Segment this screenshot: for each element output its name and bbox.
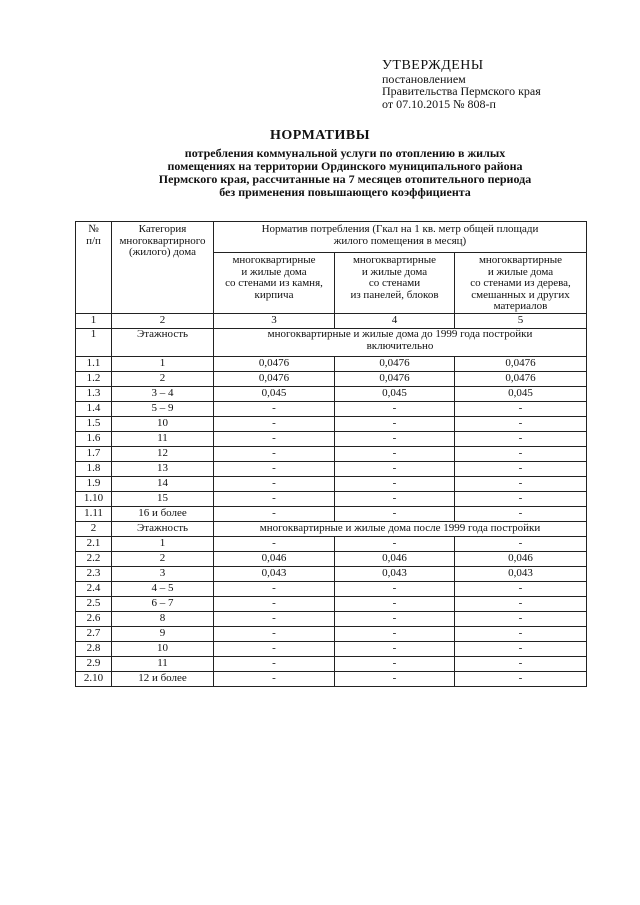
row-value-panel: - [335, 627, 455, 642]
row-number: 2.3 [76, 567, 112, 582]
row-floors: 15 [112, 492, 214, 507]
row-floors: 16 и более [112, 507, 214, 522]
row-number: 1.3 [76, 387, 112, 402]
table-row [76, 462, 587, 477]
row-value-panel: - [335, 447, 455, 462]
row-value-panel: 0,046 [335, 552, 455, 567]
table-row [76, 507, 587, 522]
row-value-wood: 0,046 [455, 552, 587, 567]
section-label: многоквартирные и жилые дома после 1999 года постройки [214, 522, 587, 537]
row-value-wood: 0,045 [455, 387, 587, 402]
row-number: 1.7 [76, 447, 112, 462]
row-floors: 2 [112, 372, 214, 387]
row-value-panel: - [335, 597, 455, 612]
row-number: 2.9 [76, 657, 112, 672]
row-value-wood: - [455, 402, 587, 417]
row-value-panel: - [335, 417, 455, 432]
row-value-stone: - [214, 582, 335, 597]
table-row [76, 477, 587, 492]
row-floors: 1 [112, 357, 214, 372]
row-value-stone: - [214, 492, 335, 507]
row-value-wood: - [455, 582, 587, 597]
approval-date: от 07.10.2015 № 808-п [382, 96, 496, 111]
row-value-panel: - [335, 582, 455, 597]
section-row-2 [76, 522, 587, 537]
row-number: 1.10 [76, 492, 112, 507]
header-wood-walls: многоквартирные и жилые дома со стенами из дерева, смешанных и других материалов [455, 253, 587, 314]
row-value-stone: - [214, 597, 335, 612]
row-floors: 13 [112, 462, 214, 477]
row-value-panel: - [335, 402, 455, 417]
row-value-panel: - [335, 432, 455, 447]
column-numbers-row [76, 314, 587, 329]
row-value-wood: - [455, 537, 587, 552]
row-floors: 14 [112, 477, 214, 492]
row-value-wood: - [455, 657, 587, 672]
row-value-stone: - [214, 627, 335, 642]
row-value-panel: - [335, 672, 455, 687]
table-row [76, 627, 587, 642]
header-panel-walls: многоквартирные и жилые дома со стенами из панелей, блоков [335, 253, 455, 314]
row-value-stone: - [214, 672, 335, 687]
approval-line: постановлением [382, 71, 466, 86]
subtitle-line: потребления коммунальной услуги по отоплению в жилых [184, 146, 506, 160]
row-number: 2.10 [76, 672, 112, 687]
row-value-stone: 0,045 [214, 387, 335, 402]
table-row [76, 417, 587, 432]
section-number: 2 [76, 522, 112, 537]
section-2-rows [76, 537, 587, 687]
row-value-stone: - [214, 612, 335, 627]
header-category: Категория многоквартирного (жилого) дома [112, 222, 214, 314]
header-num: № п/п [76, 222, 112, 314]
table-row [76, 492, 587, 507]
section-1-rows [76, 357, 587, 522]
row-number: 1.6 [76, 432, 112, 447]
row-value-wood: - [455, 612, 587, 627]
row-floors: 8 [112, 612, 214, 627]
subtitle-line: без применения повышающего коэффициента [219, 185, 471, 199]
approval-heading: УТВЕРЖДЕНЫ [382, 58, 484, 73]
table-row [76, 387, 587, 402]
row-value-panel: - [335, 642, 455, 657]
table-row [76, 582, 587, 597]
section-label: многоквартирные и жилые дома до 1999 года постройки включительно [214, 329, 587, 357]
approval-line: Правительства Пермского края [382, 84, 541, 98]
row-value-panel: 0,0476 [335, 372, 455, 387]
row-value-wood: - [455, 462, 587, 477]
row-number: 1.11 [76, 507, 112, 522]
header-norm: Норматив потребления (Гкал на 1 кв. метр общей площади жилого помещения в месяц) [214, 222, 587, 253]
row-floors: 9 [112, 627, 214, 642]
row-value-panel: - [335, 477, 455, 492]
table-row [76, 552, 587, 567]
table-row [76, 432, 587, 447]
table-row [76, 537, 587, 552]
row-floors: 5 – 9 [112, 402, 214, 417]
row-floors: 12 и более [112, 672, 214, 687]
row-value-panel: 0,0476 [335, 357, 455, 372]
row-value-stone: 0,0476 [214, 372, 335, 387]
row-floors: 6 – 7 [112, 597, 214, 612]
row-number: 2.5 [76, 597, 112, 612]
row-number: 1.9 [76, 477, 112, 492]
row-value-stone: 0,0476 [214, 357, 335, 372]
row-floors: 2 [112, 552, 214, 567]
row-floors: 11 [112, 432, 214, 447]
row-value-stone: 0,043 [214, 567, 335, 582]
document-title: НОРМАТИВЫ [270, 128, 370, 143]
section-row-1 [76, 329, 587, 357]
row-floors: 3 [112, 567, 214, 582]
row-value-panel: - [335, 537, 455, 552]
table-row [76, 372, 587, 387]
row-number: 2.2 [76, 552, 112, 567]
row-value-wood: 0,0476 [455, 372, 587, 387]
row-value-panel: - [335, 492, 455, 507]
row-number: 2.1 [76, 537, 112, 552]
row-number: 2.7 [76, 627, 112, 642]
row-number: 1.1 [76, 357, 112, 372]
section-category: Этажность [112, 329, 214, 357]
header-stone-walls: многоквартирные и жилые дома со стенами из камня, кирпича [214, 253, 335, 314]
row-value-wood: - [455, 627, 587, 642]
table-row [76, 447, 587, 462]
table-row [76, 612, 587, 627]
table-row [76, 657, 587, 672]
row-value-stone: - [214, 642, 335, 657]
table-row [76, 567, 587, 582]
section-number: 1 [76, 329, 112, 357]
row-value-panel: - [335, 462, 455, 477]
row-value-stone: - [214, 477, 335, 492]
row-floors: 10 [112, 642, 214, 657]
document-subtitle [100, 147, 590, 199]
table-row [76, 597, 587, 612]
row-value-wood: - [455, 447, 587, 462]
row-value-wood: - [455, 642, 587, 657]
column-number: 5 [455, 314, 587, 329]
row-floors: 4 – 5 [112, 582, 214, 597]
row-floors: 1 [112, 537, 214, 552]
row-value-panel: - [335, 657, 455, 672]
column-number: 3 [214, 314, 335, 329]
row-value-panel: - [335, 612, 455, 627]
row-value-stone: 0,046 [214, 552, 335, 567]
row-number: 1.4 [76, 402, 112, 417]
section-category: Этажность [112, 522, 214, 537]
row-value-panel: 0,043 [335, 567, 455, 582]
row-value-stone: - [214, 447, 335, 462]
row-floors: 3 – 4 [112, 387, 214, 402]
table-row [76, 402, 587, 417]
column-number: 1 [76, 314, 112, 329]
row-number: 1.8 [76, 462, 112, 477]
row-value-stone: - [214, 462, 335, 477]
row-value-wood: - [455, 507, 587, 522]
row-value-panel: 0,045 [335, 387, 455, 402]
row-number: 1.2 [76, 372, 112, 387]
table-header-row [76, 222, 587, 253]
column-number: 4 [335, 314, 455, 329]
row-value-stone: - [214, 657, 335, 672]
table-row [76, 642, 587, 657]
row-value-panel: - [335, 507, 455, 522]
row-number: 1.5 [76, 417, 112, 432]
subtitle-line: Пермского края, рассчитанные на 7 месяцев отопительного периода [158, 172, 532, 186]
row-value-wood: - [455, 492, 587, 507]
row-value-wood: 0,043 [455, 567, 587, 582]
row-floors: 10 [112, 417, 214, 432]
norms-table [75, 221, 587, 687]
subtitle-line: помещениях на территории Ординского муниципального района [167, 159, 523, 173]
row-value-wood: - [455, 597, 587, 612]
row-value-stone: - [214, 402, 335, 417]
row-floors: 12 [112, 447, 214, 462]
approval-stamp [382, 60, 541, 110]
row-value-stone: - [214, 537, 335, 552]
row-value-wood: - [455, 417, 587, 432]
row-value-stone: - [214, 507, 335, 522]
row-value-wood: 0,0476 [455, 357, 587, 372]
row-number: 2.8 [76, 642, 112, 657]
row-floors: 11 [112, 657, 214, 672]
row-number: 2.4 [76, 582, 112, 597]
row-value-wood: - [455, 432, 587, 447]
row-value-stone: - [214, 417, 335, 432]
row-value-wood: - [455, 672, 587, 687]
column-number: 2 [112, 314, 214, 329]
table-row [76, 357, 587, 372]
table-row [76, 672, 587, 687]
row-number: 2.6 [76, 612, 112, 627]
row-value-wood: - [455, 477, 587, 492]
row-value-stone: - [214, 432, 335, 447]
